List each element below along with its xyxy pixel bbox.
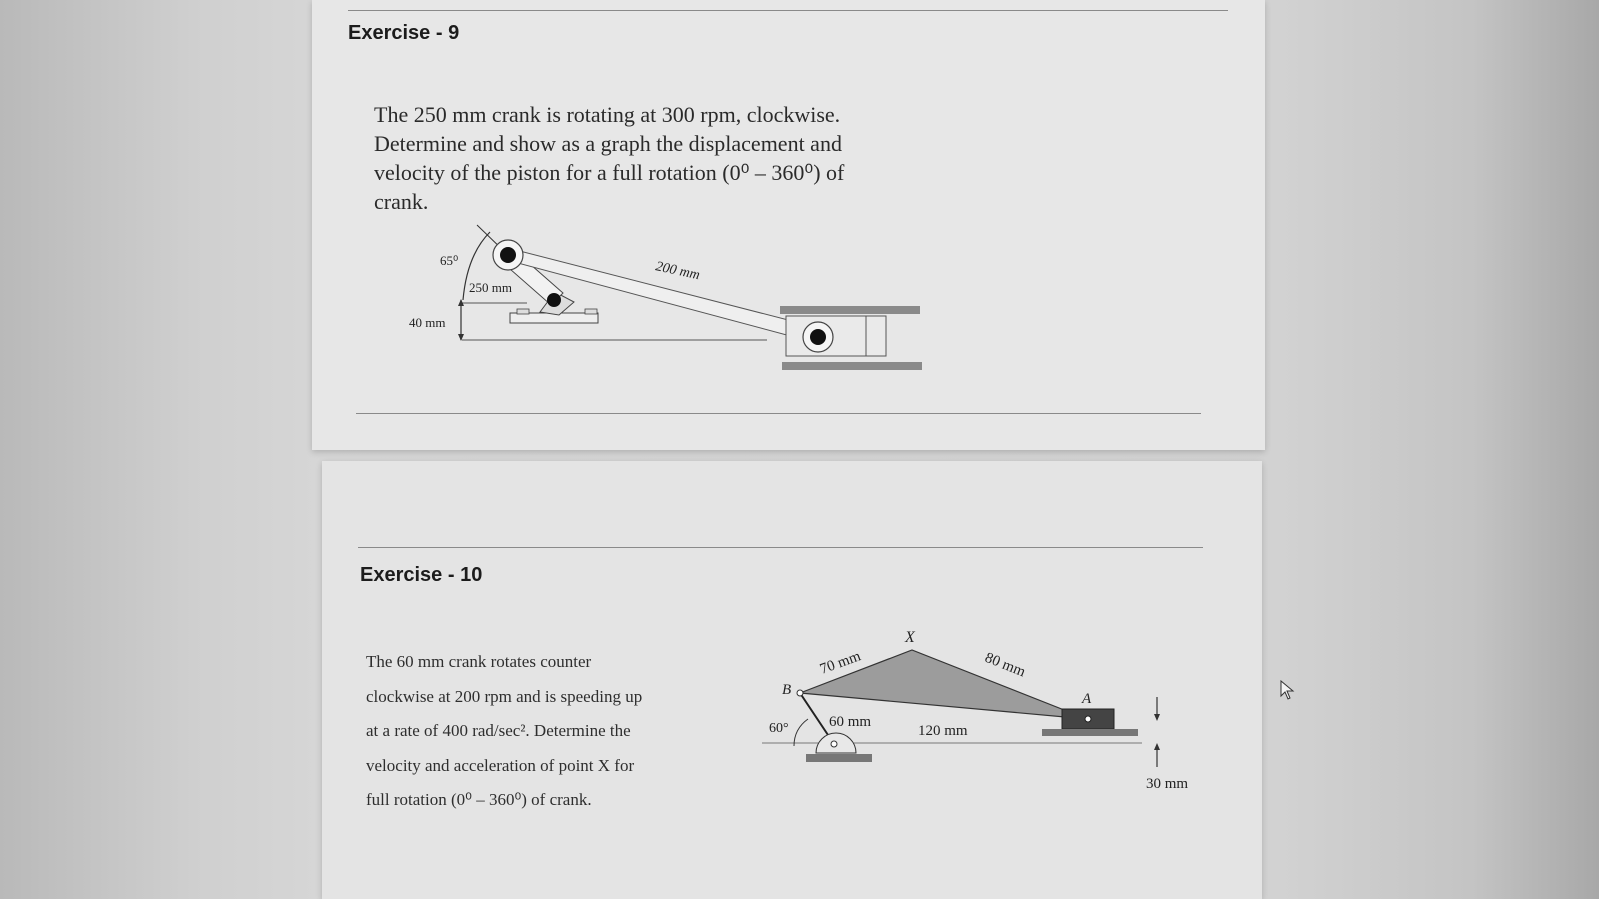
slider-guide: [1042, 729, 1138, 736]
bottom-rule: [356, 413, 1201, 414]
point-x-label: X: [905, 629, 915, 646]
xa-length-label: 80 mm: [982, 649, 1028, 681]
text-line: Determine and show as a graph the displacement and: [374, 131, 842, 156]
exercise-10-title: Exercise - 10: [360, 564, 483, 586]
ba-length-label: 120 mm: [918, 723, 968, 739]
point-a-label: A: [1082, 691, 1092, 707]
pin-a: [1085, 716, 1091, 722]
piston: [786, 316, 886, 356]
text-line: The 60 mm crank rotates counter: [366, 652, 592, 671]
arrowhead: [1154, 743, 1160, 750]
bolt: [517, 309, 529, 314]
cylinder-wall-bottom: [782, 362, 922, 370]
slider-crank-diagram: [312, 0, 1265, 450]
text-line: The 250 mm crank is rotating at 300 rpm, clockwise.: [374, 102, 841, 127]
mouse-cursor-icon: [1280, 680, 1296, 700]
text-line: clockwise at 200 rpm and is speeding up: [366, 686, 643, 706]
exercise-9-slide: [312, 0, 1265, 450]
linkage-diagram: [322, 461, 1262, 899]
angle-arc: [794, 719, 808, 746]
ground-base: [806, 754, 872, 762]
angle-label: 65⁰: [440, 253, 459, 268]
wrist-pin-center: [810, 329, 826, 345]
exercise-9-title: Exercise - 9: [348, 22, 460, 44]
offset-label: 30 mm: [1146, 776, 1189, 792]
point-b-label: B: [782, 682, 792, 698]
angle-label: 60°: [769, 721, 789, 736]
text-line: at a rate of 400 rad/sec². Determine the: [366, 721, 631, 740]
bx-length-label: 70 mm: [817, 648, 863, 678]
text-line: full rotation (0⁰ – 360⁰) of crank.: [366, 790, 592, 809]
crank-length-label: 250 mm: [469, 280, 512, 295]
crank-pin-center: [500, 247, 516, 263]
text-line: velocity and acceleration of point X for: [366, 755, 635, 775]
crank-length-label: 60 mm: [829, 714, 872, 730]
rod-length-label: 200 mm: [654, 259, 702, 284]
exercise-10-slide: [322, 461, 1262, 899]
text-line: velocity of the piston for a full rotation (0⁰ – 360⁰) of: [374, 160, 845, 185]
bolt: [585, 309, 597, 314]
pin-b: [797, 690, 803, 696]
text-line: crank.: [374, 189, 429, 214]
arrowhead: [1154, 714, 1160, 721]
offset-label: 40 mm: [409, 315, 446, 330]
ground-pivot: [547, 293, 561, 307]
pivot-pin: [831, 741, 837, 747]
cylinder-wall-top: [780, 306, 920, 314]
